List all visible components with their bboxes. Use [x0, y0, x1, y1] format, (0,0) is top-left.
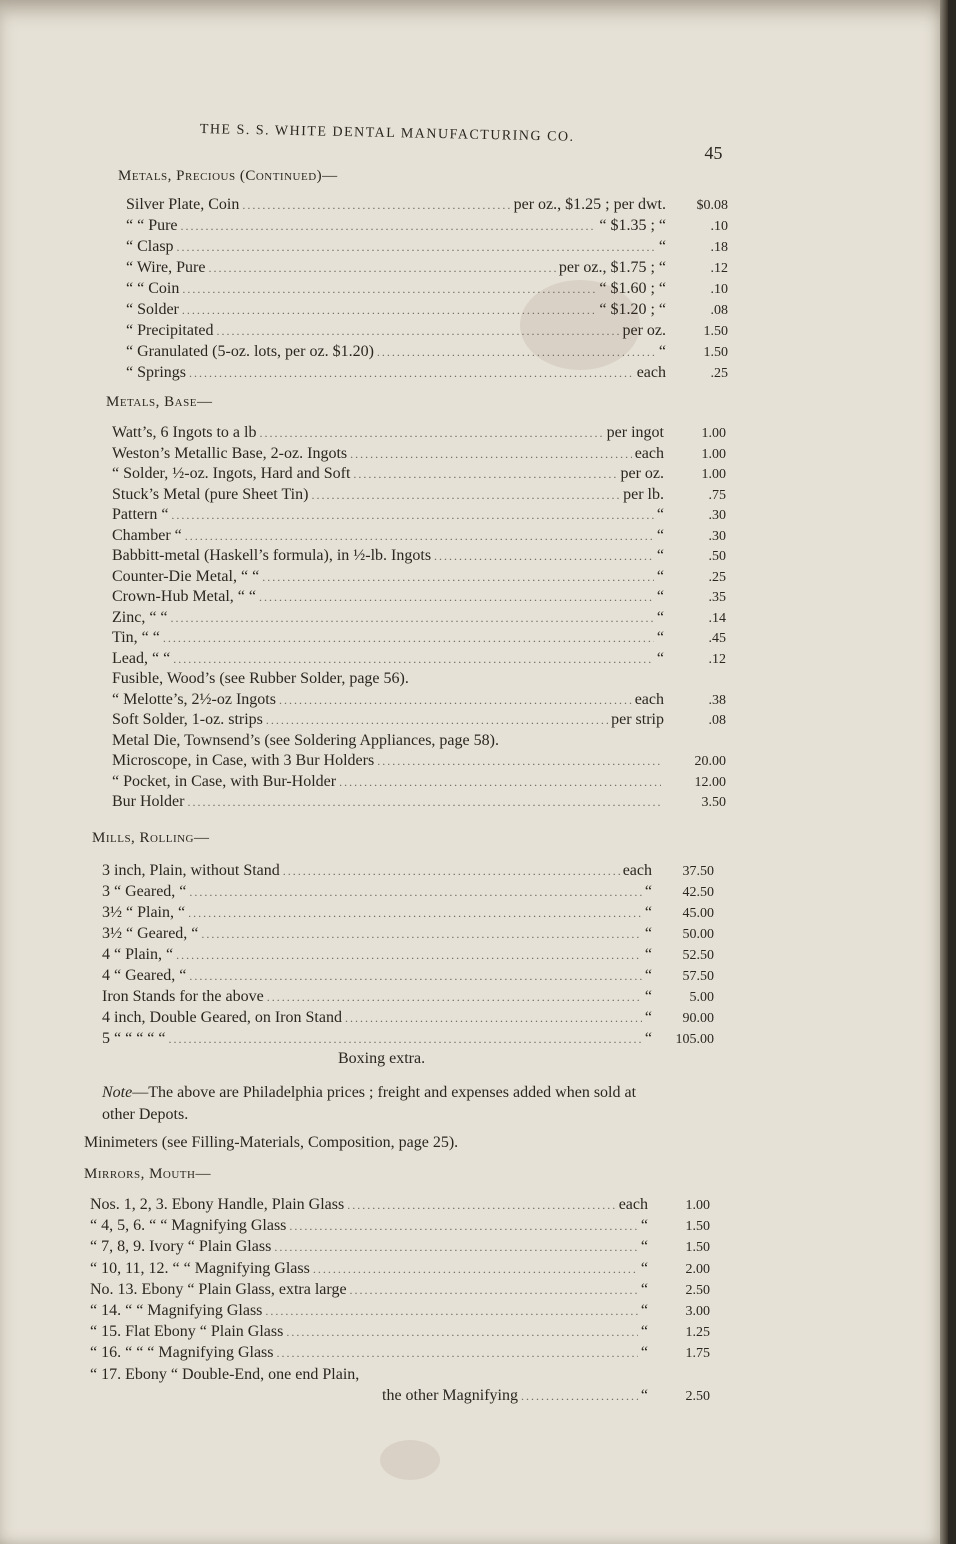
price-row: [126, 238, 728, 259]
price-row: [112, 445, 726, 466]
price-row: [102, 946, 714, 967]
item-price: .25: [710, 366, 728, 381]
item-label: Weston’s Metallic Base, 2-oz. Ingots: [112, 444, 348, 462]
item-price: 2.50: [685, 1388, 710, 1404]
item-label: the other Magnifying: [382, 1386, 518, 1404]
section-title-metals-base: Metals, Base—: [106, 394, 213, 410]
leader-dots: [189, 969, 642, 984]
metals-base-list: [112, 424, 726, 814]
price-row: [112, 486, 726, 507]
price-row: [112, 465, 726, 486]
leader-dots: [259, 590, 654, 605]
item-label: Zinc, “ “: [112, 608, 168, 626]
mirrors-mouth-list: [90, 1196, 710, 1408]
item-price: 50.00: [682, 927, 714, 942]
item-price: 1.25: [685, 1325, 710, 1341]
leader-dots: [350, 1283, 638, 1298]
price-row: [90, 1302, 710, 1323]
price-row: [112, 547, 726, 568]
price-row: [112, 752, 726, 773]
item-price: .25: [708, 569, 726, 585]
price-row: [102, 904, 714, 925]
leader-dots: [377, 345, 656, 360]
leader-dots: [187, 795, 661, 810]
item-label: 3 inch, Plain, without Stand: [102, 862, 280, 879]
item-unit: per strip: [611, 711, 664, 728]
price-row: [90, 1238, 710, 1259]
item-unit: “: [656, 567, 664, 585]
page-edge: [940, 0, 948, 1544]
item-label: “ Granulated (5-oz. lots, per oz. $1.20): [126, 343, 374, 360]
item-label: Metal Die, Townsend’s (see Soldering Appliances, page 58).: [112, 731, 499, 749]
item-label: 4 “ Geared, “: [102, 967, 187, 984]
item-price: 12.00: [694, 774, 726, 790]
leader-dots: [176, 948, 642, 963]
leader-dots: [171, 508, 653, 523]
item-label: Watt’s, 6 Ingots to a lb: [112, 424, 257, 441]
leader-dots: [185, 529, 654, 544]
item-price: .10: [710, 282, 728, 297]
price-row: [112, 424, 726, 445]
item-unit: each: [618, 1196, 648, 1213]
item-label: Stuck’s Metal (pure Sheet Tin): [112, 485, 309, 503]
item-price: 20.00: [694, 754, 726, 769]
item-label: Silver Plate, Coin: [126, 196, 240, 213]
price-row: [126, 343, 728, 364]
page-header: [199, 122, 730, 163]
item-price: 5.00: [689, 990, 714, 1005]
leader-dots: [353, 467, 617, 482]
item-price: 1.75: [685, 1346, 710, 1362]
item-unit: per oz.: [620, 465, 664, 482]
item-unit: “ $1.60 ; “: [599, 280, 666, 297]
leader-dots: [189, 885, 642, 900]
price-row: [90, 1323, 710, 1344]
page-header-title: THE S. S. WHITE DENTAL MANUFACTURING CO.: [199, 122, 575, 145]
price-row: [90, 1387, 710, 1408]
item-price: 90.00: [682, 1011, 714, 1026]
leader-dots: [283, 864, 620, 879]
item-price: .18: [710, 240, 728, 255]
price-row: [102, 1030, 714, 1051]
boxing-extra-text: Boxing extra.: [338, 1050, 426, 1067]
price-row: [112, 629, 726, 650]
price-row: [112, 506, 726, 527]
item-label: “ 7, 8, 9. Ivory “ Plain Glass: [90, 1238, 272, 1256]
leader-dots: [171, 611, 654, 626]
price-row: [102, 883, 714, 904]
item-label: No. 13. Ebony “ Plain Glass, extra large: [90, 1280, 347, 1298]
item-label: 3½ “ Geared, “: [102, 925, 199, 942]
section-title-mirrors-mouth: Mirrors, Mouth—: [84, 1166, 211, 1182]
item-unit: per lb.: [623, 485, 664, 503]
item-unit: “: [644, 925, 652, 942]
leader-dots: [267, 990, 642, 1005]
price-row: [102, 988, 714, 1009]
leader-dots: [208, 261, 555, 276]
item-price: .10: [710, 219, 728, 234]
leader-dots: [434, 549, 654, 564]
leader-dots: [286, 1325, 638, 1340]
item-unit: “: [658, 343, 666, 360]
price-row: [126, 217, 728, 238]
price-row: [102, 925, 714, 946]
leader-dots: [274, 1240, 638, 1255]
item-label: 3½ “ Plain, “: [102, 904, 186, 921]
leader-dots: [169, 1032, 642, 1047]
price-row: [126, 301, 728, 322]
price-row: [102, 862, 714, 883]
price-row: [126, 259, 728, 280]
price-row: [112, 711, 726, 732]
item-unit: “: [656, 588, 664, 605]
item-label: “ Precipitated: [126, 322, 214, 339]
item-unit: per oz., $1.25 ; per dwt.: [513, 196, 666, 213]
item-price: .35: [708, 590, 726, 605]
item-label: “ 14. “ “ Magnifying Glass: [90, 1301, 263, 1319]
item-price: .12: [710, 261, 728, 276]
item-price: .30: [708, 508, 726, 523]
item-label: “ Solder: [126, 301, 179, 318]
price-row: [90, 1281, 710, 1302]
item-price: $0.08: [696, 198, 728, 213]
price-row: [126, 322, 728, 343]
price-row: [112, 650, 726, 671]
leader-dots: [377, 754, 661, 769]
item-price: 1.00: [701, 426, 726, 441]
item-label: Bur Holder: [112, 793, 185, 810]
item-unit: “: [640, 1386, 648, 1404]
item-price: 1.50: [703, 324, 728, 339]
item-price: 1.50: [685, 1219, 710, 1235]
item-price: 1.00: [701, 467, 726, 482]
item-price: .08: [710, 303, 728, 318]
item-unit: “: [640, 1280, 648, 1298]
price-row: [112, 609, 726, 630]
note-label: Note: [102, 1084, 133, 1101]
item-unit: each: [634, 690, 664, 708]
item-unit: “: [656, 547, 664, 564]
item-unit: each: [622, 862, 652, 879]
item-label: “ “ Pure: [126, 217, 178, 234]
item-price: .38: [708, 692, 726, 708]
leader-dots: [311, 488, 620, 503]
leader-dots: [265, 1304, 637, 1319]
item-price: 2.00: [685, 1261, 710, 1277]
item-label: “ Solder, ½-oz. Ingots, Hard and Soft: [112, 465, 351, 482]
item-price: .08: [708, 713, 726, 728]
price-row: [126, 196, 728, 217]
item-unit: “: [640, 1344, 648, 1362]
leader-dots: [242, 198, 510, 213]
price-row: [112, 773, 726, 794]
item-label: Babbitt-metal (Haskell’s formula), in ½-lb. Ingots: [112, 547, 432, 564]
price-row: [112, 670, 726, 691]
item-unit: “: [640, 1323, 648, 1341]
item-price: .30: [708, 528, 726, 544]
leader-dots: [182, 303, 596, 318]
item-price: 3.00: [685, 1303, 710, 1319]
price-row: [102, 1009, 714, 1030]
item-label: Microscope, in Case, with 3 Bur Holders: [112, 752, 375, 769]
leader-dots: [188, 906, 642, 921]
item-label: “ 17. Ebony “ Double-End, one end Plain,: [90, 1365, 360, 1383]
note-paragraph: [102, 1082, 662, 1126]
leader-dots: [182, 282, 596, 297]
item-unit: “: [644, 883, 652, 900]
leader-dots: [173, 652, 654, 667]
item-price: .14: [708, 610, 726, 626]
item-price: 1.00: [701, 446, 726, 462]
item-price: .45: [708, 631, 726, 646]
item-price: 57.50: [682, 969, 714, 984]
item-price: 3.50: [701, 795, 726, 810]
leader-dots: [262, 570, 654, 585]
price-row: [126, 280, 728, 301]
item-label: “ Wire, Pure: [126, 259, 206, 276]
price-row: [90, 1217, 710, 1238]
item-label: Tin, “ “: [112, 629, 160, 646]
leader-dots: [277, 1346, 638, 1361]
item-label: “ 4, 5, 6. “ “ Magnifying Glass: [90, 1217, 287, 1235]
item-label: “ 16. “ “ “ Magnifying Glass: [90, 1344, 274, 1362]
item-unit: “: [644, 946, 652, 963]
item-unit: “: [640, 1238, 648, 1256]
price-row: [90, 1260, 710, 1281]
item-unit: “: [644, 967, 652, 984]
item-unit: “: [644, 988, 652, 1005]
item-unit: “: [658, 238, 666, 255]
item-price: 37.50: [682, 864, 714, 879]
item-unit: “ $1.35 ; “: [599, 217, 666, 234]
item-label: Counter-Die Metal, “ “: [112, 567, 260, 585]
item-label: Lead, “ “: [112, 649, 171, 667]
leader-dots: [181, 219, 597, 234]
leader-dots: [259, 426, 603, 441]
leader-dots: [347, 1198, 615, 1213]
item-unit: per ingot: [606, 424, 664, 441]
item-unit: “: [644, 1009, 652, 1026]
item-unit: “: [644, 904, 652, 921]
item-price: 105.00: [675, 1032, 714, 1047]
note-text: —The above are Philadelphia prices ; freight and expenses added when sold at other Depots.: [102, 1084, 637, 1123]
price-row: [112, 588, 726, 609]
paper-stain: [380, 1440, 440, 1480]
minimeters-line: Minimeters (see Filling-Materials, Composition, page 25).: [84, 1134, 459, 1151]
item-unit: “: [640, 1259, 648, 1277]
item-label: 4 inch, Double Geared, on Iron Stand: [102, 1009, 342, 1026]
leader-dots: [266, 713, 608, 728]
item-unit: “: [656, 608, 664, 626]
item-label: Soft Solder, 1-oz. strips: [112, 711, 263, 728]
price-row: [90, 1366, 710, 1387]
item-price: 2.50: [685, 1282, 710, 1298]
leader-dots: [201, 927, 642, 942]
item-unit: “: [656, 629, 664, 646]
item-label: “ Springs: [126, 364, 186, 381]
section-title-mills-rolling: Mills, Rolling—: [92, 830, 210, 846]
leader-dots: [339, 775, 661, 790]
item-unit: “: [644, 1030, 652, 1047]
item-label: “ Melotte’s, 2½-oz Ingots: [112, 690, 276, 708]
price-row: [112, 568, 726, 589]
item-price: 1.00: [685, 1198, 710, 1213]
item-price: .50: [708, 549, 726, 564]
leader-dots: [217, 324, 620, 339]
leader-dots: [279, 693, 632, 708]
item-label: “ 10, 11, 12. “ “ Magnifying Glass: [90, 1259, 310, 1277]
item-price: .75: [708, 487, 726, 503]
item-price: 52.50: [682, 948, 714, 963]
item-unit: “: [640, 1301, 648, 1319]
item-label: 4 “ Plain, “: [102, 946, 174, 963]
page-number: 45: [704, 142, 723, 163]
item-unit: “: [656, 649, 664, 667]
section-title-metals-precious: Metals, Precious (Continued)—: [118, 168, 338, 184]
item-unit: “ $1.20 ; “: [599, 301, 666, 318]
price-row: [90, 1196, 710, 1217]
leader-dots: [350, 447, 632, 462]
leader-dots: [345, 1011, 642, 1026]
metals-precious-list: [126, 196, 728, 385]
item-label: “ Clasp: [126, 238, 174, 255]
item-label: “ “ Coin: [126, 280, 180, 297]
item-unit: each: [634, 444, 664, 462]
price-row: [112, 527, 726, 548]
price-row: [112, 732, 726, 753]
item-unit: “: [656, 526, 664, 544]
leader-dots: [313, 1262, 638, 1277]
item-label: Chamber “: [112, 526, 182, 544]
price-row: [112, 691, 726, 712]
item-label: Nos. 1, 2, 3. Ebony Handle, Plain Glass: [90, 1196, 345, 1213]
price-row: [90, 1344, 710, 1365]
item-unit: per oz., $1.75 ; “: [558, 259, 666, 276]
item-unit: per oz.: [622, 322, 666, 339]
item-unit: “: [640, 1217, 648, 1235]
leader-dots: [289, 1219, 637, 1234]
leader-dots: [189, 366, 634, 381]
item-price: 1.50: [703, 345, 728, 360]
item-label: Fusible, Wood’s (see Rubber Solder, page 56).: [112, 670, 409, 687]
item-label: Iron Stands for the above: [102, 988, 264, 1005]
item-price: 42.50: [682, 885, 714, 900]
leader-dots: [521, 1389, 638, 1404]
price-row: [126, 364, 728, 385]
price-row: [102, 967, 714, 988]
item-price: .12: [708, 651, 726, 667]
item-price: 45.00: [682, 906, 714, 921]
leader-dots: [163, 631, 654, 646]
item-price: 1.50: [685, 1240, 710, 1256]
item-label: 5 “ “ “ “ “: [102, 1030, 166, 1047]
item-label: 3 “ Geared, “: [102, 883, 187, 900]
item-label: “ 15. Flat Ebony “ Plain Glass: [90, 1323, 284, 1341]
item-unit: each: [636, 364, 666, 381]
item-label: “ Pocket, in Case, with Bur-Holder: [112, 772, 337, 790]
item-unit: “: [656, 506, 664, 523]
leader-dots: [177, 240, 656, 255]
price-row: [112, 793, 726, 814]
item-label: Pattern “: [112, 506, 169, 523]
mills-rolling-list: [102, 862, 714, 1051]
item-label: Crown-Hub Metal, “ “: [112, 588, 256, 605]
